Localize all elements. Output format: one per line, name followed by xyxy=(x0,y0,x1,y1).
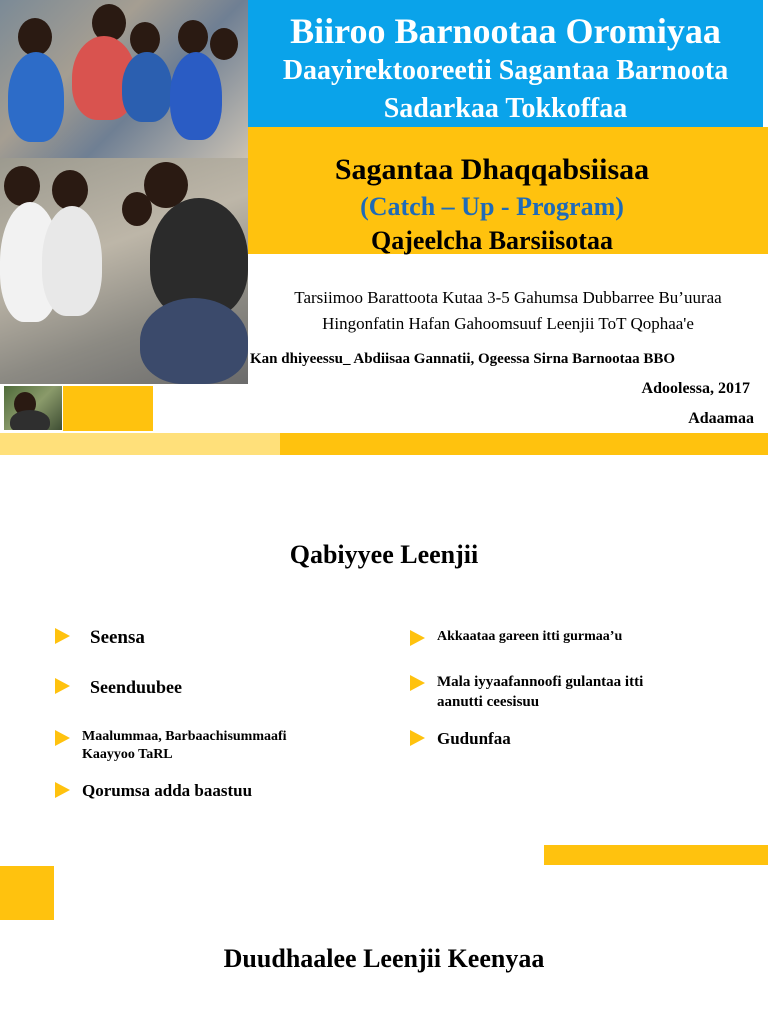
classroom-photo-middle xyxy=(0,158,248,384)
bureau-title: Biiroo Barnootaa Oromiyaa xyxy=(290,11,721,51)
contents-item-label: Seensa xyxy=(90,627,145,648)
description-line: Tarsiimoo Barattoota Kutaa 3-5 Gahumsa Dubbarree Bu’uuraa xyxy=(294,288,722,307)
yellow-accent-block xyxy=(63,386,153,431)
child-figure xyxy=(8,52,64,142)
child-figure xyxy=(170,52,222,140)
contents-item-label: Mala iyyaafannoofi gulantaa itti aanutti ceesisuu xyxy=(437,674,644,710)
child-figure xyxy=(52,170,88,210)
thumbnail-photo xyxy=(4,386,62,430)
directorate-level: Sadarkaa Tokkoffaa xyxy=(383,93,628,124)
contents-item-label: Gudunfaa xyxy=(437,729,511,748)
description-line: Hingonfatin Hafan Gahoomsuuf Leenjii ToT Qophaa'e xyxy=(322,314,694,333)
contents-title: Qabiyyee Leenjii xyxy=(289,540,479,569)
child-figure xyxy=(122,52,172,122)
yellow-accent-bar xyxy=(544,845,768,865)
teacher-figure xyxy=(140,298,248,384)
child-figure xyxy=(18,18,52,56)
directorate-title: Daayirektooreetii Sagantaa Barnoota xyxy=(282,55,729,86)
contents-item xyxy=(55,626,145,651)
presentation-date: Adoolessa, 2017 xyxy=(641,380,750,397)
child-figure xyxy=(42,206,102,316)
values-title: Duudhaalee Leenjii Keenyaa xyxy=(223,944,545,973)
triangle-right-icon xyxy=(410,675,425,691)
triangle-right-icon xyxy=(410,630,425,646)
child-figure xyxy=(4,166,40,206)
contents-item xyxy=(410,728,511,750)
triangle-right-icon xyxy=(55,628,70,644)
person-figure xyxy=(10,410,50,430)
child-figure xyxy=(210,28,238,60)
presentation-location: Adaamaa xyxy=(688,410,754,427)
contents-item xyxy=(55,780,252,802)
program-title: Sagantaa Dhaqqabsiisaa xyxy=(334,153,650,186)
contents-item-label: Qorumsa adda baastuu xyxy=(82,781,253,800)
contents-item-label: Maalummaa, Barbaachisummaafi Kaayyoo TaRL xyxy=(82,729,287,763)
contents-item xyxy=(410,673,643,712)
contents-item xyxy=(410,628,622,646)
triangle-right-icon xyxy=(55,678,70,694)
program-guide-title: Qajeelcha Barsiisotaa xyxy=(371,226,613,255)
triangle-right-icon xyxy=(55,730,70,746)
presenter-credit: Kan dhiyeessu_ Abdiisaa Gannatii, Ogeessa Sirna Barnootaa BBO xyxy=(250,351,676,367)
footer-stripe-dark xyxy=(280,433,768,455)
program-subtitle: (Catch – Up - Program) xyxy=(360,192,624,221)
child-figure xyxy=(130,22,160,56)
classroom-photo-top xyxy=(0,0,248,158)
footer-stripe-light xyxy=(0,433,280,455)
contents-item-label: Seenduubee xyxy=(90,677,183,697)
yellow-accent-block xyxy=(0,866,54,920)
child-figure xyxy=(178,20,208,54)
contents-item xyxy=(55,728,287,764)
triangle-right-icon xyxy=(410,730,425,746)
contents-item-label: Akkaataa gareen itti gurmaa’u xyxy=(437,629,623,644)
contents-item xyxy=(55,676,182,699)
triangle-right-icon xyxy=(55,782,70,798)
